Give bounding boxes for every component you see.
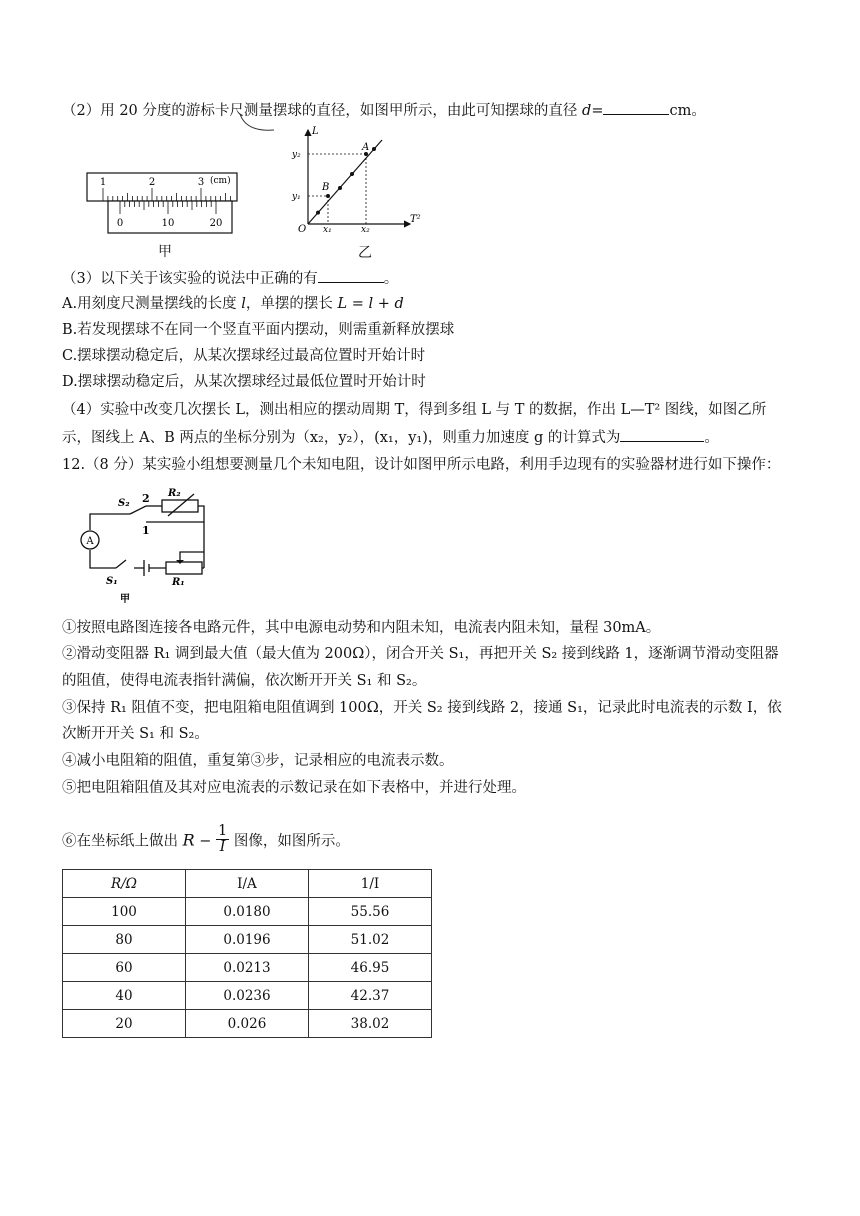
ammeter-label: A bbox=[86, 536, 94, 547]
pos2-label: 2 bbox=[142, 492, 150, 505]
q3-option-b: B.若发现摆球不在同一个竖直平面内摆动，则需重新释放摆球 bbox=[62, 322, 455, 338]
q4-answer-blank[interactable] bbox=[620, 427, 704, 442]
step-6-minus: − bbox=[194, 833, 217, 850]
y1-label: y₁ bbox=[292, 192, 301, 202]
fraction-denominator: I bbox=[219, 839, 226, 855]
col-header-r: R/Ω bbox=[63, 870, 186, 898]
option-a-text: A.用刻度尺测量摆线的长度 bbox=[62, 296, 242, 312]
q2-eq: = bbox=[591, 103, 604, 119]
cell-r: 20 bbox=[63, 1010, 186, 1038]
x2-label: x₂ bbox=[361, 225, 370, 235]
q2-line bbox=[62, 100, 706, 121]
cell-i: 0.026 bbox=[186, 1010, 309, 1038]
data-point bbox=[350, 172, 354, 176]
table-row bbox=[63, 982, 432, 1010]
circuit-caption: 甲 bbox=[120, 594, 130, 604]
s1-label: S₁ bbox=[106, 576, 118, 587]
cell-r: 100 bbox=[63, 898, 186, 926]
q2-prefix: （2）用 20 分度的游标卡尺测量摆球的直径，如图甲所示，由此可知摆球的直径 bbox=[62, 103, 583, 119]
origin-label: O bbox=[298, 224, 307, 235]
table-row bbox=[63, 954, 432, 982]
q12-header: 12.（8 分）某实验小组想要测量几个未知电阻，设计如图甲所示电路，利用手边现有的实验器材进行如下操作： bbox=[62, 457, 781, 473]
q4-line2 bbox=[62, 427, 719, 448]
step-6-post: 图像，如图所示。 bbox=[229, 833, 350, 850]
data-point bbox=[316, 211, 320, 215]
table-row bbox=[63, 898, 432, 926]
fraction-numerator: 1 bbox=[218, 823, 228, 839]
cell-inv-i: 46.95 bbox=[309, 954, 432, 982]
caliper-caption: 甲 bbox=[158, 244, 172, 260]
r1-label: R₁ bbox=[172, 577, 185, 588]
step-6-fraction bbox=[216, 824, 229, 855]
r2-label: R₂ bbox=[168, 488, 181, 499]
cell-i: 0.0213 bbox=[186, 954, 309, 982]
cell-r: 40 bbox=[63, 982, 186, 1010]
cell-inv-i: 38.02 bbox=[309, 1010, 432, 1038]
q4-line2-end: 。 bbox=[704, 430, 719, 446]
option-a-formula: L = l + d bbox=[337, 296, 404, 312]
step-3b: 次断开开关 S₁ 和 S₂。 bbox=[62, 726, 209, 742]
main-tick-label-3: 3 bbox=[197, 177, 205, 188]
data-table bbox=[62, 869, 432, 1038]
q3-option-d: D.摆球摆动稳定后，从某次摆球经过最低位置时开始计时 bbox=[62, 374, 426, 390]
table-row bbox=[63, 926, 432, 954]
cell-i: 0.0180 bbox=[186, 898, 309, 926]
main-tick-label-1: 1 bbox=[99, 177, 107, 188]
table-header-row bbox=[63, 870, 432, 898]
step-4: ④减小电阻箱的阻值，重复第③步，记录相应的电流表示数。 bbox=[62, 753, 454, 769]
cell-r: 60 bbox=[63, 954, 186, 982]
point-a-label: A bbox=[362, 142, 370, 153]
s2-label: S₂ bbox=[118, 498, 130, 509]
data-point bbox=[372, 147, 376, 151]
option-a-l: l bbox=[241, 296, 246, 312]
x1-label: x₁ bbox=[323, 225, 332, 235]
q2-var: d bbox=[582, 103, 592, 119]
pos1-label: 1 bbox=[142, 524, 150, 537]
col-header-inv-i: 1/I bbox=[309, 870, 432, 898]
q3-option-c: C.摆球摆动稳定后，从某次摆球经过最高位置时开始计时 bbox=[62, 348, 426, 364]
step-6-pre: ⑥在坐标纸上做出 bbox=[62, 833, 183, 850]
step-6-r: R bbox=[182, 830, 195, 850]
cell-inv-i: 51.02 bbox=[309, 926, 432, 954]
vernier-tick-label-20: 20 bbox=[209, 218, 223, 229]
q2-unit: cm。 bbox=[669, 103, 706, 119]
vernier-caliper-figure bbox=[86, 168, 242, 236]
q3-option-a bbox=[62, 294, 404, 314]
q2-answer-blank[interactable] bbox=[603, 100, 669, 115]
data-point bbox=[338, 186, 342, 190]
step-3a: ③保持 R₁ 阻值不变，把电阻箱电阻值调到 100Ω，开关 S₂ 接到线路 2，接通 S₁，记录此时电流表的示数 I，依 bbox=[62, 700, 782, 716]
graph-caption: 乙 bbox=[358, 245, 372, 261]
option-a-mid: ，单摆的摆长 bbox=[245, 296, 338, 312]
x-axis-label: T² bbox=[410, 214, 421, 225]
cell-r: 80 bbox=[63, 926, 186, 954]
q4-line2-text: 示，图线上 A、B 两点的坐标分别为（x₂，y₂），(x₁，y₁)，则重力加速度 g 的计算式为 bbox=[62, 430, 621, 446]
pointer-curve bbox=[238, 112, 278, 136]
vernier-tick-label-0: 0 bbox=[116, 218, 124, 229]
q3-end: 。 bbox=[383, 271, 399, 287]
table-row bbox=[63, 1010, 432, 1038]
point-b bbox=[326, 194, 330, 198]
y-axis-label: L bbox=[312, 126, 319, 137]
cell-inv-i: 55.56 bbox=[309, 898, 432, 926]
q3-answer-blank[interactable] bbox=[318, 268, 384, 283]
col-header-i: I/A bbox=[186, 870, 309, 898]
q3-prompt-line bbox=[62, 268, 398, 289]
cell-i: 0.0236 bbox=[186, 982, 309, 1010]
q4-line1: （4）实验中改变几次摆长 L，测出相应的摆动周期 T，得到多组 L 与 T 的数据，作出 L—T² 图线，如图乙所 bbox=[62, 402, 767, 418]
circuit-diagram bbox=[76, 484, 216, 604]
vernier-tick-label-10: 10 bbox=[161, 218, 175, 229]
caliper-unit-label: (cm) bbox=[210, 176, 231, 186]
l-t2-graph bbox=[286, 124, 426, 236]
main-tick-label-2: 2 bbox=[148, 177, 156, 188]
step-2a: ②滑动变阻器 R₁ 调到最大值（最大值为 200Ω），闭合开关 S₁，再把开关 S₂ 接到线路 1，逐渐调节滑动变阻器 bbox=[62, 646, 779, 662]
point-b-label: B bbox=[322, 182, 330, 193]
y2-label: y₂ bbox=[292, 150, 301, 160]
step-2b: 的阻值，使得电流表指针满偏，依次断开开关 S₁ 和 S₂。 bbox=[62, 673, 427, 689]
cell-inv-i: 42.37 bbox=[309, 982, 432, 1010]
step-5: ⑤把电阻箱阻值及其对应电流表的示数记录在如下表格中，并进行处理。 bbox=[62, 780, 526, 796]
cell-i: 0.0196 bbox=[186, 926, 309, 954]
q3-prompt: （3）以下关于该实验的说法中正确的有 bbox=[62, 271, 318, 287]
step-1: ①按照电路图连接各电路元件，其中电源电动势和内阻未知，电流表内阻未知，量程 30mA。 bbox=[62, 620, 661, 636]
step-6 bbox=[62, 823, 350, 857]
